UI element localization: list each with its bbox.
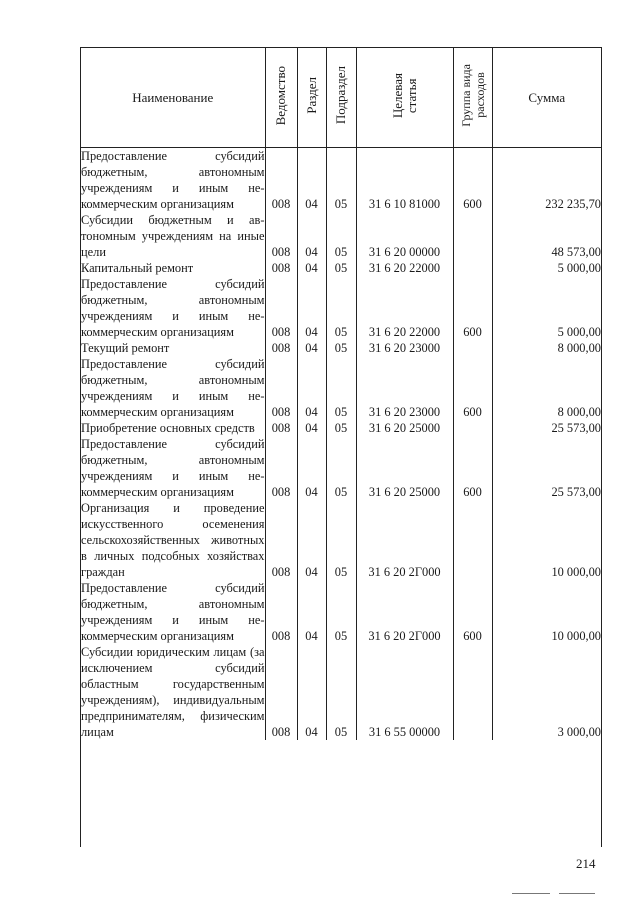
footer-rule [512,893,550,894]
cell-target: 31 6 20 25000 [356,436,453,500]
header-name: Наименование [81,48,265,148]
header-row [81,48,601,148]
cell-name: Организация и проведение искусственного осеменения сельскохозяйственных животных в личных подсобных хозяйствах граждан [81,501,265,579]
cell-subsection: 05 [326,356,356,420]
cell-target: 31 6 20 23000 [356,356,453,420]
table-row [81,644,601,740]
cell-dept: 008 [265,436,297,500]
table-row [81,356,601,420]
cell-subsection: 05 [326,500,356,580]
cell-group: 600 [453,436,492,500]
cell-group: 600 [453,580,492,644]
cell-target: 31 6 55 00000 [356,644,453,740]
cell-section: 04 [297,580,326,644]
cell-subsection: 05 [326,340,356,356]
header-section: Раздел [297,48,326,148]
footer-rule [559,893,595,894]
cell-sum: 232 235,70 [492,148,601,213]
cell-section: 04 [297,260,326,276]
cell-target: 31 6 20 2Г000 [356,500,453,580]
cell-name: Субсидии юридическим лицам (за исключением субсидий областным государственным учреждениям), индивидуальным предпринимателям, физическим лицам [81,645,265,739]
table-row [81,580,601,644]
cell-dept: 008 [265,260,297,276]
cell-target: 31 6 20 22000 [356,276,453,340]
cell-target: 31 6 10 81000 [356,148,453,213]
cell-subsection: 05 [326,644,356,740]
cell-target: 31 6 20 25000 [356,420,453,436]
cell-subsection: 05 [326,276,356,340]
cell-group [453,420,492,436]
cell-sum: 25 573,00 [492,420,601,436]
cell-group: 600 [453,276,492,340]
cell-name: Субсидии бюджетным и автономным учреждениям на иные цели [81,213,265,259]
cell-group [453,644,492,740]
table-row [81,500,601,580]
cell-target: 31 6 20 2Г000 [356,580,453,644]
cell-section: 04 [297,356,326,420]
cell-sum: 25 573,00 [492,436,601,500]
cell-name: Приобретение основных средств [81,421,255,435]
cell-section: 04 [297,276,326,340]
cell-sum: 5 000,00 [492,276,601,340]
cell-sum: 5 000,00 [492,260,601,276]
cell-section: 04 [297,212,326,260]
cell-sum: 48 573,00 [492,212,601,260]
cell-section: 04 [297,500,326,580]
cell-dept: 008 [265,580,297,644]
cell-section: 04 [297,420,326,436]
cell-target: 31 6 20 00000 [356,212,453,260]
cell-target: 31 6 20 22000 [356,260,453,276]
table-row [81,340,601,356]
cell-sum: 10 000,00 [492,500,601,580]
cell-section: 04 [297,148,326,213]
cell-name: Предоставление субсидий бюджетным, автономным учреждениям и иным некоммерческим организациям [81,277,265,339]
cell-subsection: 05 [326,420,356,436]
table-row [81,260,601,276]
header-dept: Ведомство [265,48,297,148]
header-target: Целевая статья [356,48,453,148]
header-group: Группа вида расходов [453,48,492,148]
cell-dept: 008 [265,212,297,260]
cell-subsection: 05 [326,260,356,276]
cell-dept: 008 [265,420,297,436]
cell-subsection: 05 [326,436,356,500]
cell-section: 04 [297,340,326,356]
cell-name: Предоставление субсидий бюджетным, автономным учреждениям и иным некоммерческим организациям [81,437,265,499]
cell-name: Текущий ремонт [81,341,170,355]
table-row [81,148,601,213]
cell-sum: 3 000,00 [492,644,601,740]
cell-subsection: 05 [326,580,356,644]
cell-dept: 008 [265,340,297,356]
page-number: 214 [576,856,596,871]
header-sum: Сумма [492,48,601,148]
cell-dept: 008 [265,356,297,420]
cell-name: Предоставление субсидий бюджетным, автономным учреждениям и иным некоммерческим организациям [81,149,265,211]
cell-group [453,260,492,276]
cell-dept: 008 [265,500,297,580]
cell-name: Предоставление субсидий бюджетным, автономным учреждениям и иным некоммерческим организациям [81,357,265,419]
budget-table [81,48,601,740]
cell-sum: 10 000,00 [492,580,601,644]
cell-group [453,212,492,260]
cell-sum: 8 000,00 [492,340,601,356]
cell-subsection: 05 [326,148,356,213]
cell-dept: 008 [265,148,297,213]
cell-name: Капитальный ремонт [81,261,194,275]
cell-dept: 008 [265,644,297,740]
cell-target: 31 6 20 23000 [356,340,453,356]
table-row [81,436,601,500]
cell-name: Предоставление субсидий бюджетным, автономным учреждениям и иным некоммерческим организациям [81,581,265,643]
table-row [81,212,601,260]
budget-table-frame [80,47,602,847]
cell-group: 600 [453,356,492,420]
header-subsection: Подраздел [326,48,356,148]
cell-group: 600 [453,148,492,213]
cell-group [453,340,492,356]
cell-sum: 8 000,00 [492,356,601,420]
cell-subsection: 05 [326,212,356,260]
table-row [81,420,601,436]
cell-section: 04 [297,644,326,740]
cell-section: 04 [297,436,326,500]
cell-dept: 008 [265,276,297,340]
table-row [81,276,601,340]
cell-group [453,500,492,580]
